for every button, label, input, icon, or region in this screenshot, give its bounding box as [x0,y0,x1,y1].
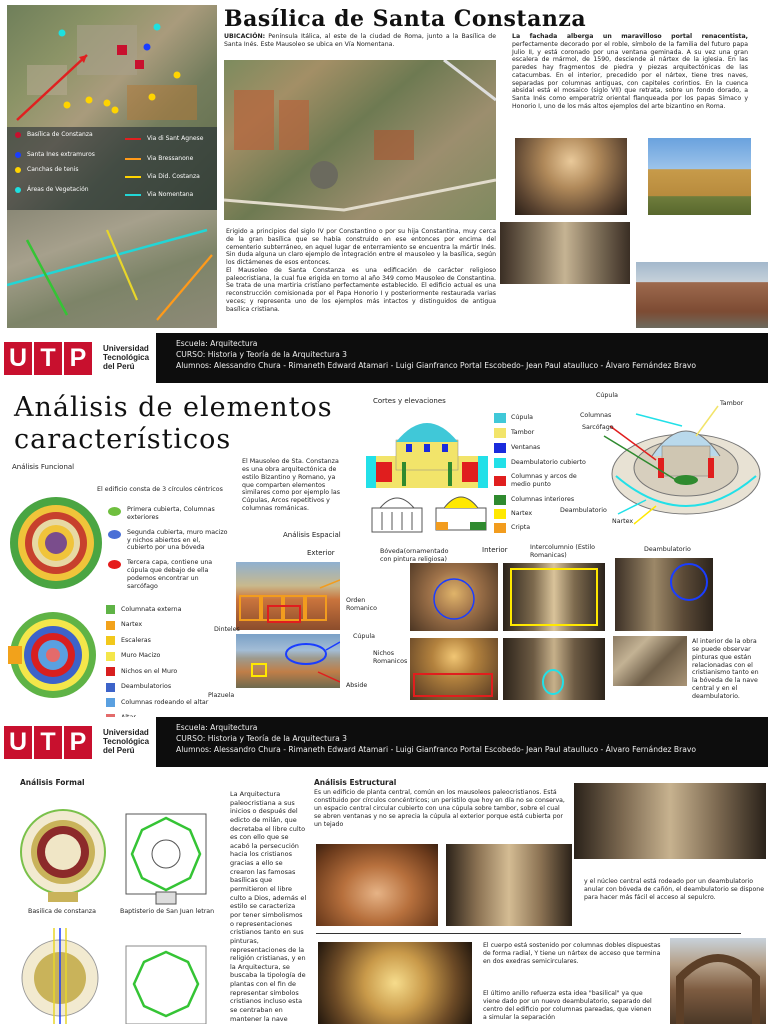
plan-legend-item [106,664,236,680]
legend-item [15,151,95,158]
legend-item [15,166,79,173]
legend-dot [15,187,21,193]
int-label-intercolumnio: Intercolumnio (Estilo Romanicas) [530,544,595,559]
estructural-title: Análisis Estructural [314,778,397,787]
circulos-text: El edificio consta de 3 círculos céntricos [97,486,223,493]
legend-label: Canchas de tenis [27,166,79,173]
header-bar [156,717,768,767]
route-item [125,191,193,198]
elevation-drawing-2 [432,486,490,532]
legend-item [15,131,93,138]
page-title: Basílica de Santa Constanza [224,6,587,32]
exterior-facade-photo [236,562,340,630]
vano-central-photo [503,638,605,700]
caption-constanza: Basilica de constanza [28,908,96,915]
exterior-title: Exterior [307,549,335,557]
curso-text: CURSO: Historia y Teoría de la Arquitectura 3 [176,734,347,743]
aerial-photo-routes [7,210,217,328]
espacial-title: Análisis Espacial [283,531,341,539]
intercolumnio-photo [503,563,605,631]
uni-line: Tecnológica [103,737,150,746]
cortes-legend-item [494,492,590,507]
satellite-photo [224,60,496,220]
escuela-text: Escuela: Arquitectura [176,339,258,348]
legend-dot [15,152,21,158]
legend-swatch [494,428,506,438]
legend-swatch [106,667,115,676]
section-title [14,392,333,456]
plan-axis-drawing [12,928,108,1024]
cortes-legend-item [494,470,590,492]
route-arrow-icon [125,158,141,160]
ring-columns-photo [446,844,572,926]
legend-dot [15,167,21,173]
utp-logo [4,726,92,759]
structure-interior-photo [316,844,438,926]
deambulatorio-wide-photo [574,783,766,859]
curso-text: CURSO: Historia y Teoría de la Arquitectura 3 [176,350,347,359]
legend-label: Ventanas [511,443,541,451]
legend-label: Tambor [511,428,535,436]
plan-legend [106,602,236,726]
deambulatorio-photo [615,558,713,631]
course-header [0,717,768,767]
legend-label: Muro Macizo [121,652,161,660]
legend-dot [108,530,121,539]
legend-label: Basílica de Constanza [27,131,93,138]
plan-legend-item [106,649,236,665]
legend-label: Primera cubierta, Columnas exteriores [127,506,215,521]
estructural-text: Es un edificio de planta central, común en los mausoleos paleocristianos. Está constituido por círculos concéntricos; un peristilo que hoy en día no se conserva, un espacio central circular cubierto con una cúpula sobre tambor, sobre el cual se abren ventanas y no se aprecia la cúpula al exterior porque está cubierta por un tejado [314,789,565,829]
legend-swatch [106,652,115,661]
cut-label-deambulatorio: Deambulatorio [560,507,607,514]
utp-logo [4,342,92,375]
formal-title: Análisis Formal [20,778,85,787]
cut-label-nartex: Nartex [612,518,634,525]
uni-line: Universidad [103,344,149,353]
axonometric-cut-drawing [596,396,766,536]
plan-green-drawing [120,940,212,1024]
logo-letter: T [34,342,62,375]
courtyard-photo [636,262,768,328]
legend-label: Columnas y arcos de medio punto [511,473,577,488]
arches-photo [670,938,766,1024]
caption-baptisterio: Baptisterio de San Juan letran [120,908,215,915]
legend-swatch [106,636,115,645]
section-drawing [366,410,488,488]
cortes-legend-item [494,521,590,535]
route-label: Via Did. Costanza [147,173,200,180]
cortes-legend-item [494,425,590,440]
legend-swatch [494,509,506,519]
legend-label: Cripta [511,524,531,532]
route-item [125,135,203,142]
baptisterio-plan-drawing [120,804,212,906]
legend-label: Áreas de Vegetación [27,186,89,193]
elevation-drawing-1 [366,488,428,534]
legend-label: Deambulatorio cubierto [511,458,586,466]
aerial-map-photo [7,5,217,210]
legend-label: Deambulatorios [121,683,172,691]
legend-dot [15,132,21,138]
divider [316,933,741,934]
cuerpo-text: El cuerpo está sostenido por columnas dobles dispuestas de forma radial, Y tiene un nártex de acceso que termina en dos exedras semicirculares. [483,942,661,966]
legend-label: Columnata externa [121,605,182,613]
exterior-dome-photo [236,634,340,688]
int-label-nichos: Nichos Romanicos [373,650,408,665]
legend-label: Cúpula [511,413,533,421]
plan-legend-item [106,633,236,649]
cut-label-cupula: Cúpula [596,392,618,399]
legend-label: Santa Ines extramuros [27,151,95,158]
circular-plan-diagram [8,495,104,591]
logo-letter: T [34,726,62,759]
legend-label: Nichos en el Muro [121,667,178,675]
route-arrow-icon [125,194,141,196]
cut-label-tambor: Tambor [720,400,744,407]
cortes-legend-item [494,410,590,425]
legend-label: Segunda cubierta, muro macizo y nichos abiertos en el, cubierto por una bóveda [127,528,228,552]
logo-letter: U [4,342,32,375]
route-item [125,155,193,162]
fachada-bold: La fachada alberga un maravilloso portal renacentista, [512,33,748,40]
legend-swatch [494,495,506,505]
logo-letter: U [4,726,32,759]
interior-title: Interior [482,546,508,554]
ext-label-orden: Orden Romanico [346,597,377,612]
int-label-boveda: Bóveda(ornamentado con pintura religiosa) [380,548,449,563]
course-header [0,333,768,383]
ext-label-cupula: Cúpula [353,633,375,640]
mosaic-detail-photo [613,636,687,686]
nichos-photo [410,638,498,700]
cortes-legend-item [494,440,590,455]
history-text: Erigido a principios del siglo IV por Constantino o por su hija Constantina, muy cerca de la gran basílica que se había construido en ese entonces por encima del cementerio subterráneo, en aquel lugar de enterramiento se encuentra la mártir Inés. Sin duda alguna un claro ejemplo de integración entre el mausoleo y la basílica, según los dictámenes de esos entonces. El Mausoleo de Santa Constanza es una edificación de carácter religioso paleocristiana, la cual fue erigida en torno al año 349 como Mausoleo de Constantina. Se trata de una martiria cristiano perfectamente establecido. El edificio actual es una reconstrucción comisionada por el Papa Honorio I y posteriormente restaurada varias veces; y representa uno de los ejemplos más intactos y distinguidos de antigua basílica cristiana. [226,228,496,313]
uni-line: del Perú [103,362,135,371]
legend-swatch [106,605,115,614]
circle-legend-item [108,529,228,553]
cut-label-columnas: Columnas [580,412,612,419]
funcional-title: Análisis Funcional [12,463,75,471]
uni-line: Tecnológica [103,353,150,362]
circle-legend-item [108,559,228,590]
route-item [125,173,200,180]
uni-line: del Perú [103,746,135,755]
legend-swatch [494,523,506,533]
legend-dot [108,560,121,569]
section-title-line: Análisis de elementos [14,392,333,423]
legend-label: Nartex [121,621,143,629]
legend-swatch [494,476,506,486]
legend-dot [108,507,121,516]
legend-swatch [494,443,506,453]
ubicacion-text [224,33,496,49]
cortes-title: Cortes y elevaciones [373,397,446,405]
plan-uses-diagram [8,610,98,700]
dome-interior-photo [515,138,627,215]
ambulatory-photo [500,222,630,284]
legend-label: Nartex [511,510,533,518]
cortes-legend [494,410,590,535]
ext-label-plazuela: Plazuela [208,692,235,699]
formal-text: La Arquitectura paleocristiana a sus inicios o después del edicto de milán, que decretaba el libre culto es con ello que se acabó la persecución hacia los cristianos gracias a ello se crearon las famosas basílicas que permitieron el libre culto a Dios, además el estilo se caracteriza por tener simbolismos o representaciones cristianos tanto en sus pinturas, representaciones de la religión cristianas, y en la Arquitectura, se buscaba la tipología de plantas con el fin de representar símbolos cristianos incluso esta se centraban en mantener la nave [230,790,307,1023]
legend-label: Escaleras [121,636,151,644]
route-label: Via Nomentana [147,191,194,198]
anillo-text: El último anillo refuerza esta idea "basilical" ya que viene dado por un nuevo deambulatorio, separado del centro del edificio por columnas pareadas, que vienen a simular la separación [483,990,652,1022]
logo-letter: P [64,342,92,375]
legend-swatch [494,413,506,423]
route-label: Via Bressanone [147,155,194,162]
university-name [103,728,149,755]
header-bar [156,333,768,383]
legend-swatch [106,683,115,692]
university-name [103,344,149,371]
interior-text: Al interior de la obra se puede observar pinturas que están relacionadas con el cristianismo tanto en la bóveda de la nave central y en el deambulatorio. [692,638,759,701]
legend-swatch [106,621,115,630]
section-title-line: característicos [14,424,232,455]
exterior-rotunda-photo [648,138,751,215]
uni-line: Universidad [103,728,149,737]
cut-label-sarcofago: Sarcófago [582,424,614,431]
ext-label-abside: Abside [346,682,368,689]
legend-label: Columnas interiores [511,495,575,503]
legend-swatch [494,458,506,468]
mausoleo-text: El Mausoleo de Sta. Constanza es una obra arquitectónica de estilo Bizantino y Romano, ya que comparten elementos similares como por ejemplo las Cúpulas, Arcos repetitivos y columnas románicas. [242,458,340,513]
escuela-text: Escuela: Arquitectura [176,723,258,732]
alumnos-text: Alumnos: Alessandro Chura - Rimaneth Edward Atamari - Luigi Gianfranco Portal Escobedo- Jean Paul ataulluco - Álvaro Fernández Bravo [176,361,697,370]
ubicacion-label: UBICACIÓN: [224,33,266,40]
circle-legend [108,506,228,591]
ubicacion-body: Península Itálica, al este de la ciudad de Roma, junto a la Basílica de Santa Inés. Este Mausoleo se ubica en Vía Nomentana. [224,33,496,48]
route-arrow-icon [125,138,141,140]
legend-label: Columnas rodeando el altar [121,698,209,706]
ext-label-dinteles: Dinteles [214,626,240,633]
fachada-text [512,33,748,111]
fachada-body: perfectamente decorado por el roble, símbolo de la familia del futuro papa Julio II, y está coronado por una ventana geminada. A su vez una gran escalera de mármol, de 1590, desciende al nártex de la iglesia. En las paredes hay fragmentos de piedra y piezas arquitectónicas de las catacumbas. En el interior, precedido por el nártex, tiene tres naves, separadas por columnas antiguas, con capiteles corintios. En la cuenca absidal está el mosaico (siglo VII) que retrata, sobre un fondo dorado, a Santa Inés como emperatriz oriental flanqueada por los papas Símaco y Honorio I, uno de los más altos ejemplos del arte bizantino en Roma. [512,40,748,110]
legend-label: Tercera capa, contiene una cúpula que debajo de ella podemos encontrar un sarcófago [127,559,213,590]
logo-letter: P [64,726,92,759]
plan-legend-item [106,602,236,618]
route-arrow-icon [125,176,141,178]
route-label: Via di Sant Agnese [147,135,204,142]
vault-mosaic-photo [410,563,498,631]
legend-item [15,186,89,193]
legend-swatch [106,698,115,707]
dome-mosaic-photo [318,942,472,1024]
int-label-deambulatorio: Deambulatorio [644,546,691,553]
circle-legend-item [108,506,228,522]
constanza-plan-drawing [18,804,108,904]
alumnos-text: Alumnos: Alessandro Chura - Rimaneth Edward Atamari - Luigi Gianfranco Portal Escobedo- Jean Paul ataulluco - Álvaro Fernández Bravo [176,745,697,754]
cortes-legend-item [494,455,590,470]
nucleo-text: y el núcleo central está rodeado por un deambulatorio anular con bóveda de cañón, el deambulatorio se dispone para hacer más fácil el acceso al sepulcro. [584,878,764,902]
